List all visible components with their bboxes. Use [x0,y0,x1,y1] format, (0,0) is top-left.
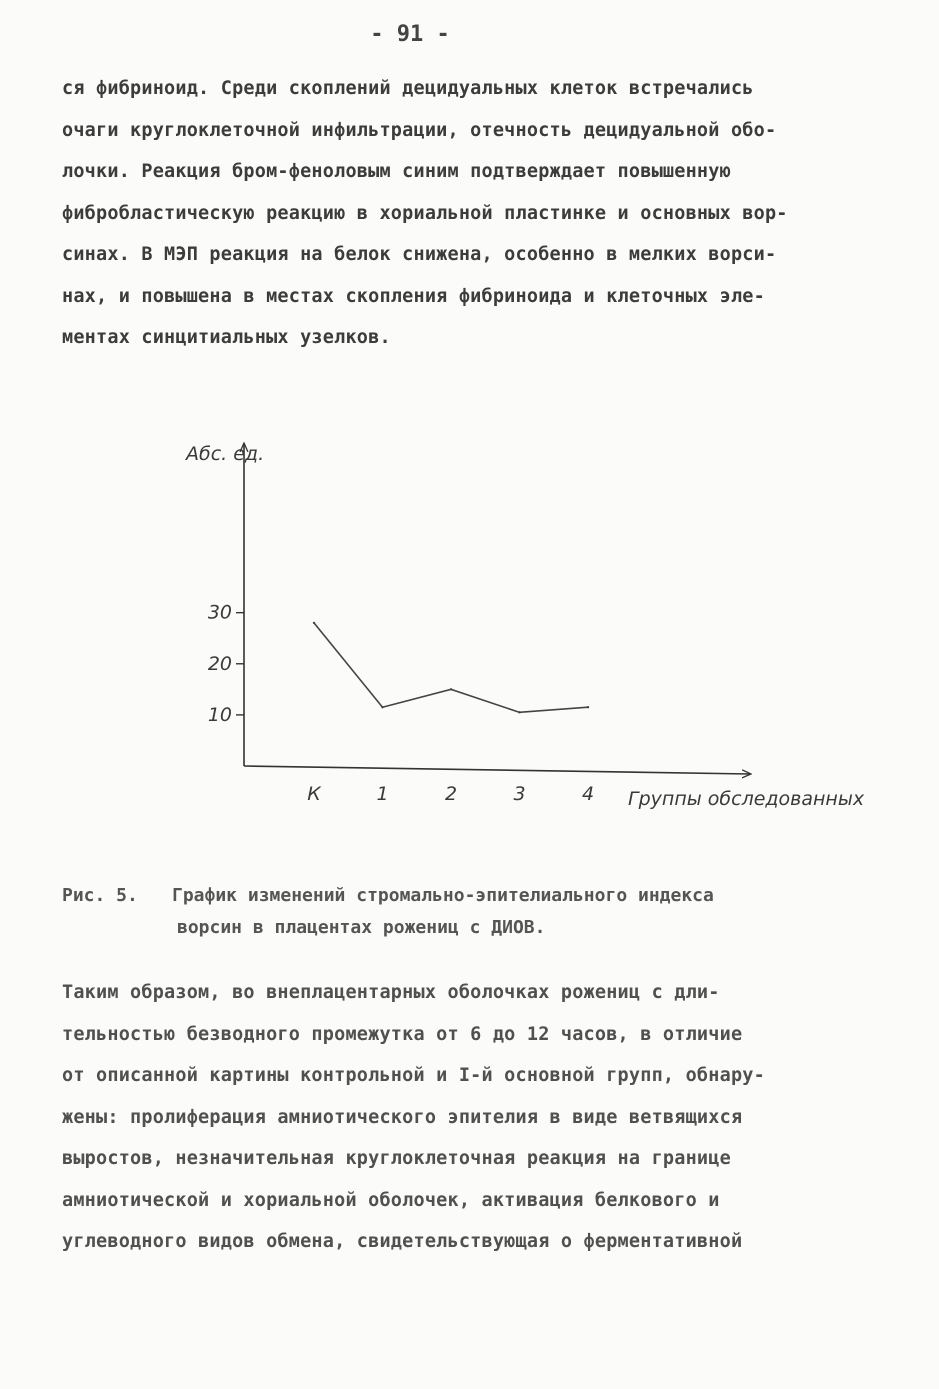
paragraph-2 [62,972,874,1263]
page-number: - 91 - [370,22,450,47]
text-line: Таким образом, во внеплацентарных оболочках рожениц с дли- [62,982,720,1003]
y-tick-label: 20 [207,652,232,675]
text-line: выростов, незначительная круглоклеточная реакция на границе [62,1148,731,1169]
caption-line-1: График изменений стромально-эпителиального индекса [172,885,714,906]
y-axis-label: Абс. ед. [186,443,265,465]
data-point [587,706,589,708]
text-line: тельностью безводного промежутка от 6 до 12 часов, в отличие [62,1023,743,1045]
paragraph-1 [62,68,874,359]
x-tick-label: К [307,783,321,805]
x-axis [244,766,750,774]
caption-label: Рис. 5. [62,885,138,906]
text-line: жены: пролиферация амниотического эпителия в виде ветвящихся [62,1106,743,1128]
x-tick-label: 1 [376,783,389,805]
y-tick-label: 30 [207,601,232,624]
text-line: ментах синцитиальных узелков. [62,327,391,348]
text-line: очаги круглоклеточной инфильтрации, отечность децидуальной обо- [62,119,777,141]
text-line: ся фибриноид. Среди скоплений децидуальных клеток встречались [62,78,754,99]
text-line: нах, и повышена в местах скопления фибриноида и клеточных эле- [62,285,765,307]
text-line: синах. В МЭП реакция на белок снижена, особенно в мелких ворси- [62,244,777,265]
caption-line-2: ворсин в плацентах рожениц с ДИОВ. [177,917,546,938]
text-line: от описанной картины контрольной и I-й основной групп, обнару- [62,1065,765,1086]
data-point [518,711,520,713]
figure [0,430,939,850]
data-point [381,706,383,708]
text-line: фибробластическую реакцию в хориальной пластинке и основных вор- [62,202,788,224]
figure-caption [62,880,874,944]
x-tick-label: 2 [444,783,458,805]
x-axis-label: Группы обследованных [628,788,865,810]
data-point [450,688,452,690]
x-tick-label: 3 [513,783,526,805]
text-line: лочки. Реакция бром-феноловым синим подтверждает повышенную [62,161,731,182]
data-point [313,622,315,624]
x-tick-label: 4 [581,783,595,805]
y-tick-label: 10 [207,703,232,726]
series-line [314,623,588,712]
text-line: углеводного видов обмена, свидетельствующая о ферментативной [62,1231,743,1252]
line-chart [0,430,939,850]
text-line: амниотической и хориальной оболочек, активация белкового и [62,1189,720,1211]
